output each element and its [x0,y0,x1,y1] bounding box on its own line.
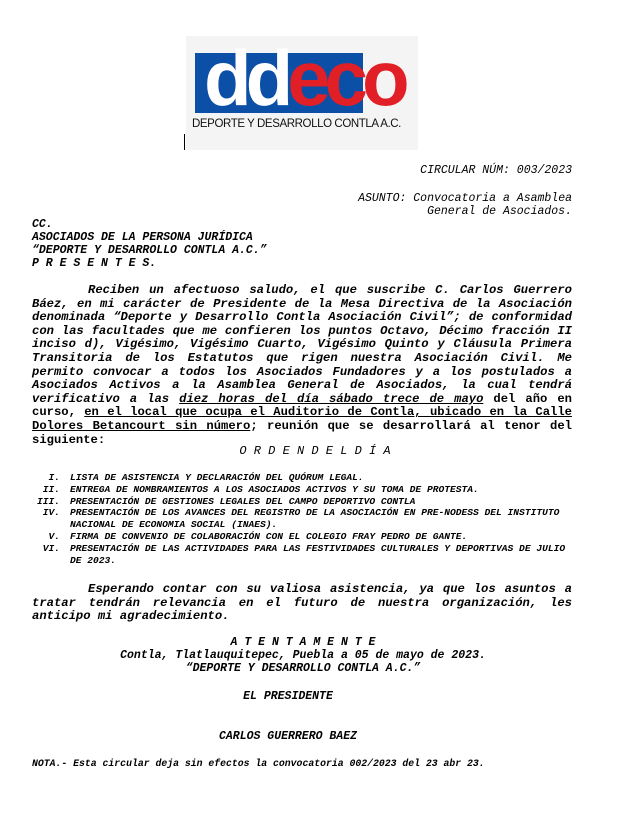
asunto-line-2: General de Asociados. [427,205,572,218]
recipient-cc: CC. [32,218,53,231]
paragraph-text-end: ; reunión que se desarrollará al tenor del siguiente: [32,418,572,447]
agenda-text: FIRMA DE CONVENIO DE COLABORACIÓN CON EL COLEGIO FRAY PEDRO DE GANTE. [70,530,468,542]
list-item [24,531,574,543]
agenda-text: PRESENTACIÓN DE LOS AVANCES DEL REGISTRO DE LA ASOCIACIÓN EN PRE-NODESS DEL INSTITUTO NACIONAL DE ECONOMIA SOCIAL (INAES). [70,507,560,531]
paragraph-text-mid: del año en curso, [32,391,572,420]
organization-logo [186,36,418,150]
agenda-text: LISTA DE ASISTENCIA Y DECLARACIÓN DEL QUÓRUM LEGAL. [70,472,364,483]
paragraph-text: Reciben un afectuoso saludo, el que suscribe C. Carlos Guerrero Báez, en mi carácter de Presidente de la Mesa Directiva de la Asociación denominada “Deporte y Desarrollo Contla Asociación Civil”; de conformidad con las facultades que me confieren los puntos Octavo, Décimo fracción II inciso d), Vigésimo, Vigésimo Cuarto, Vigésimo Quinto y Cláusula Primera Transitoria de los Estatutos que rigen nuestra Asociación Civil. Me permito convocar a todos los Asociados Fundadores y a los postulados a Asociados Activos a la Asamblea General de Asociados, la cual tendrá verificativo a las [32,283,572,406]
agenda-number: VI. [42,542,60,554]
agenda-text: PRESENTACIÓN DE LAS ACTIVIDADES PARA LAS FESTIVIDADES CULTURALES Y DEPORTIVAS DE JULIO DE 2023. [70,542,566,566]
agenda-list [24,472,574,566]
agenda-text: ENTREGA DE NOMBRAMIENTOS A LOS ASOCIADOS ACTIVOS Y SU TOMA DE PROTESTA. [70,483,479,495]
logo-wordmark [204,34,404,122]
convocation-paragraph [32,284,572,447]
orden-del-dia-title: O R D E N D E L D Í A [239,444,391,458]
recipient-line-1: ASOCIADOS DE LA PERSONA JURÍDICA [32,231,253,244]
signature-name: CARLOS GUERRERO BAEZ [218,730,358,743]
circular-number: CIRCULAR NÚM: 003/2023 [420,164,572,177]
recipient-line-2: “DEPORTE Y DESARROLLO CONTLA A.C.” [32,244,267,257]
agenda-number: IV. [42,507,60,519]
signature-role: EL PRESIDENTE [243,690,333,703]
asunto-line-1: ASUNTO: Convocatoria a Asamblea [358,192,572,205]
agenda-number: I. [48,472,60,483]
agenda-number: II. [42,483,60,495]
meeting-time: diez horas del día sábado trece de mayo [179,391,484,406]
agenda-text: PRESENTACIÓN DE GESTIONES LEGALES DEL CAMPO DEPORTIVO CONTLA [70,495,416,507]
closing-paragraph [32,583,572,624]
list-item [24,543,574,567]
agenda-number: III. [36,495,60,507]
closing-org: “DEPORTE Y DESARROLLO CONTLA A.C.” [185,662,421,675]
list-item [24,507,574,531]
list-item [24,484,574,496]
nota: NOTA.- Esta circular deja sin efectos la convocatoria 002/2023 del 23 abr 23. [32,758,485,769]
meeting-location: en el local que ocupa el Auditorio de Contla, ubicado en la Calle Dolores Betancourt sin número [32,405,572,433]
logo-dd: dd [204,34,288,122]
place-date: Contla, Tlatlauquitepec, Puebla a 05 de mayo de 2023. [120,649,486,662]
closing-text: Esperando contar con su valiosa asistencia, ya que los asuntos a tratar tendrán relevancia en el futuro de nuestra organización, les anticipo mi agradecimiento. [32,582,572,624]
list-item [24,472,574,484]
logo-eco: eco [287,34,404,122]
logo-subtitle: DEPORTE Y DESARROLLO CONTLA A.C. [192,118,401,130]
recipient-presentes: P R E S E N T E S. [32,257,157,270]
list-item [24,496,574,508]
text-cursor [184,134,185,150]
agenda-number: V. [48,530,60,542]
atentamente: A T E N T A M E N T E [230,636,376,649]
